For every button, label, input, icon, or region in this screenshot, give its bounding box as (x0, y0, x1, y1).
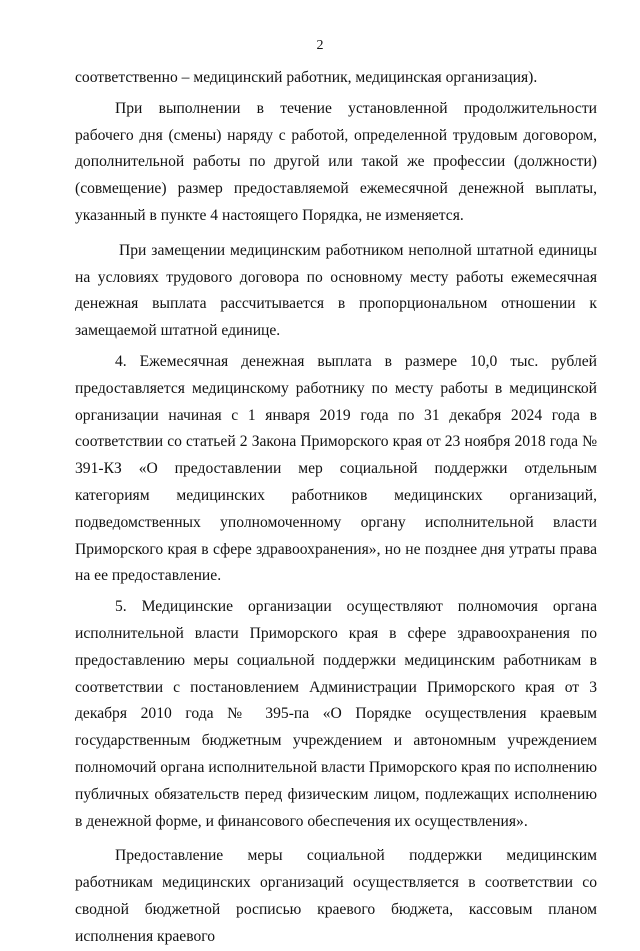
paragraph-combination-work: При выполнении в течение установленной продолжительности рабочего дня (смены) наряду с работой, определенной трудовым договором, дополнительной работы по другой или такой же профессии (должности) (совмещение) размер предоставляемой ежемесячной денежной выплаты, указанный в пункте 4 настоящего Порядка, не изменяется. (75, 99, 597, 224)
document-body (75, 65, 597, 951)
paragraph-partial-position: При замещении медицинским работником неполной штатной единицы на условиях трудового договора по основному месту работы ежемесячная денежная выплата рассчитывается в пропорциональном отношении к замещаемой штатной единице. (75, 241, 597, 340)
page-number: 2 (316, 38, 324, 53)
paragraph-item-5: 5. Медицинские организации осуществляют полномочия органа исполнительной власти Приморского края в сфере здравоохранения по предоставлению меры социальной поддержки медицинским работникам в соответствии с постановлением Администрации Приморского края от 3 декабря 2010 года № 395-па «О Порядке осуществления краевым государственным бюджетным учреждением и автономным учреждением полномочий органа исполнительной власти Приморского края по исполнению публичных обязательств перед физическим лицом, подлежащих исполнению в денежной форме, и финансового обеспечения их осуществления». (75, 598, 597, 830)
paragraph-item-4: 4. Ежемесячная денежная выплата в размере 10,0 тыс. рублей предоставляется медицинскому работнику по месту работы в медицинской организации начиная с 1 января 2019 года по 31 декабря 2024 года в соответствии со статьей 2 Закона Приморского края от 23 ноября 2018 года № 391-КЗ «О предоставлении мер социальной поддержки отдельным категориям медицинских работников медицинских организаций, подведомственных уполномоченному органу исполнительной власти Приморского края в сфере здравоохранения», но не позднее дня утраты права на ее предоставление. (75, 352, 597, 585)
paragraph-budget-funding: Предоставление меры социальной поддержки медицинским работникам медицинских организаций осуществляется в соответствии со сводной бюджетной росписью краевого бюджета, кассовым планом исполнения краевого (75, 847, 597, 945)
paragraph-continuation: соответственно – медицинский работник, медицинская организация). (75, 69, 538, 86)
